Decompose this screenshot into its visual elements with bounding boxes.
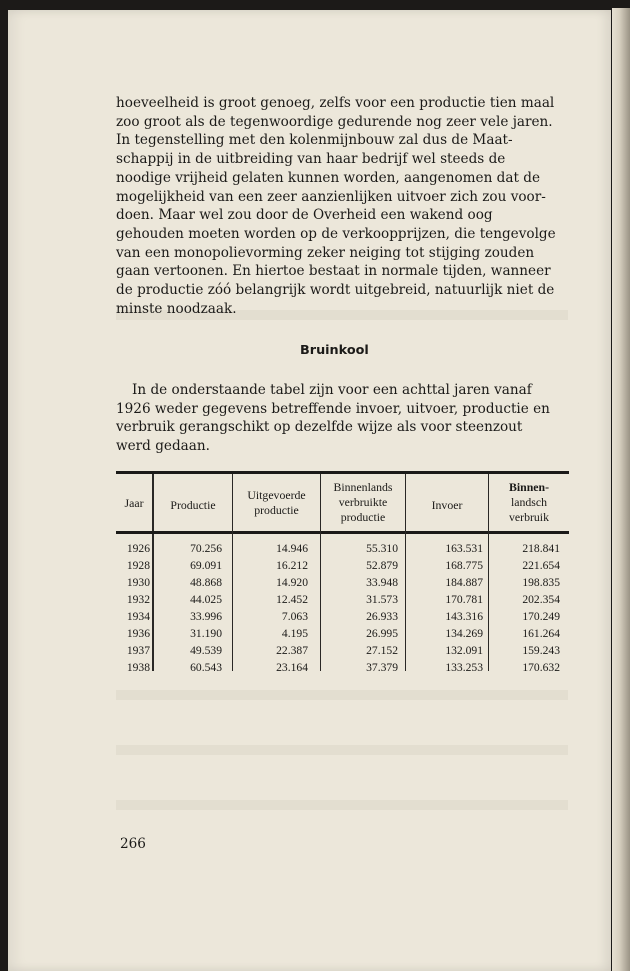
header-label: Productie: [170, 498, 216, 512]
cell-productie: 48.868: [190, 576, 222, 589]
text-line: In tegenstelling met den kolenmijnbouw zal dus de Maat-: [116, 132, 513, 149]
cell-uitgevoerde: 14.920: [276, 576, 308, 589]
cell-invoer: 133.253: [445, 661, 483, 674]
cell-binnenlands: 52.879: [366, 559, 398, 572]
text-line: gehouden moeten worden op de verkoopprijzen, die tengevolge: [116, 225, 556, 242]
cell-binnenlands: 31.573: [366, 593, 398, 606]
cell-binnenlands: 26.995: [366, 627, 398, 640]
header-uitgevoerde-productie: [233, 474, 320, 531]
cell-jaar: 1926: [126, 542, 150, 555]
header-label: Binnen-: [509, 480, 549, 494]
cell-uitgevoerde: 7.063: [281, 610, 308, 623]
text-line: minste noodzaak.: [116, 300, 237, 317]
header-label: verbruik: [509, 510, 549, 524]
table-row: [116, 540, 569, 557]
header-productie: [154, 474, 232, 531]
cell-productie: 70.256: [190, 542, 222, 555]
cell-productie: 69.091: [190, 559, 222, 572]
cell-invoer: 132.091: [445, 644, 483, 657]
text-line: doen. Maar wel zou door de Overheid een wakend oog: [116, 207, 493, 224]
header-label: Jaar: [124, 496, 144, 510]
text-line: van een monopolievorming zeker neiging tot stijging zouden: [116, 244, 535, 261]
text-line: schappij in de uitbreiding van haar bedrijf wel steeds de: [116, 151, 506, 168]
table-row: [116, 659, 569, 676]
text-line: hoeveelheid is groot genoeg, zelfs voor een productie tien maal: [116, 95, 555, 111]
book-spine-edge: [612, 8, 630, 971]
show-through: [116, 690, 568, 700]
header-jaar: [116, 474, 152, 531]
header-label: productie: [254, 502, 299, 517]
text-line: noodige vrijheid gelaten kunnen worden, aangenomen dat de: [116, 169, 541, 186]
cell-verbruik: 170.249: [522, 610, 560, 623]
cell-productie: 60.543: [190, 661, 222, 674]
cell-jaar: 1937: [126, 644, 150, 657]
cell-invoer: 170.781: [445, 593, 483, 606]
cell-uitgevoerde: 23.164: [276, 661, 308, 674]
cell-jaar: 1930: [126, 576, 150, 589]
table-row: [116, 608, 569, 625]
cell-verbruik: 218.841: [522, 542, 560, 555]
header-binnenlandsch-verbruik: [489, 474, 569, 531]
table-row: [116, 642, 569, 659]
header-binnenlands-verbruikte-productie: [321, 474, 405, 531]
cell-jaar: 1938: [126, 661, 150, 674]
cell-uitgevoerde: 16.212: [276, 559, 308, 572]
paragraph-intro: [116, 94, 568, 318]
text-line: zoo groot als de tegenwoordige gedurende nog zeer vele jaren.: [116, 113, 553, 130]
show-through: [116, 800, 568, 810]
header-label: landsch: [510, 495, 548, 509]
header-label: Invoer: [431, 498, 463, 512]
table-row: [116, 625, 569, 642]
cell-productie: 31.190: [190, 627, 222, 640]
cell-binnenlands: 27.152: [366, 644, 398, 657]
cell-jaar: 1936: [126, 627, 150, 640]
cell-uitgevoerde: 12.452: [276, 593, 308, 606]
cell-productie: 44.025: [190, 593, 222, 606]
section-heading: Bruinkool: [300, 343, 369, 358]
cell-binnenlands: 55.310: [366, 542, 398, 555]
header-invoer: [406, 474, 488, 531]
paragraph-table-intro: [116, 381, 568, 456]
cell-uitgevoerde: 14.946: [276, 542, 308, 555]
cell-invoer: 134.269: [445, 627, 483, 640]
cell-uitgevoerde: 22.387: [276, 644, 308, 657]
cell-jaar: 1932: [126, 593, 150, 606]
cell-verbruik: 161.264: [522, 627, 560, 640]
cell-productie: 49.539: [190, 644, 222, 657]
text-line: verbruik gerangschikt op dezelfde wijze als voor steenzout: [116, 419, 523, 436]
page-number: 266: [120, 836, 146, 852]
table-row: [116, 574, 569, 591]
cell-binnenlands: 33.948: [366, 576, 398, 589]
table-row: [116, 591, 569, 608]
text-line: 1926 weder gegevens betreffende invoer, uitvoer, productie en: [116, 400, 550, 417]
cell-verbruik: 221.654: [522, 559, 560, 572]
cell-verbruik: 170.632: [522, 661, 560, 674]
header-label: Binnenlands: [333, 480, 393, 494]
table-row: [116, 557, 569, 574]
cell-invoer: 184.887: [445, 576, 483, 589]
cell-invoer: 143.316: [445, 610, 483, 623]
cell-binnenlands: 26.933: [366, 610, 398, 623]
cell-jaar: 1934: [126, 610, 150, 623]
cell-binnenlands: 37.379: [366, 661, 398, 674]
header-label: productie: [340, 510, 386, 524]
text-line: de productie zóó belangrijk wordt uitgebreid, natuurlijk niet de: [116, 282, 555, 299]
cell-verbruik: 198.835: [522, 576, 560, 589]
cell-verbruik: 159.243: [522, 644, 560, 657]
text-line: werd gedaan.: [116, 438, 210, 455]
text-line: gaan vertoonen. En hiertoe bestaat in normale tijden, wanneer: [116, 263, 551, 280]
cell-uitgevoerde: 4.195: [281, 627, 308, 640]
table-header-rule: [116, 531, 569, 534]
header-label: verbruikte: [338, 495, 388, 509]
cell-invoer: 163.531: [445, 542, 483, 555]
text-line: In de onderstaande tabel zijn voor een achttal jaren vanaf: [132, 382, 532, 398]
text-line: mogelijkheid van een zeer aanzienlijken uitvoer zich zou voor-: [116, 188, 546, 205]
cell-verbruik: 202.354: [522, 593, 560, 606]
header-label: Uitgevoerde: [247, 487, 306, 502]
cell-productie: 33.996: [190, 610, 222, 623]
show-through: [116, 745, 568, 755]
cell-jaar: 1928: [126, 559, 150, 572]
cell-invoer: 168.775: [445, 559, 483, 572]
